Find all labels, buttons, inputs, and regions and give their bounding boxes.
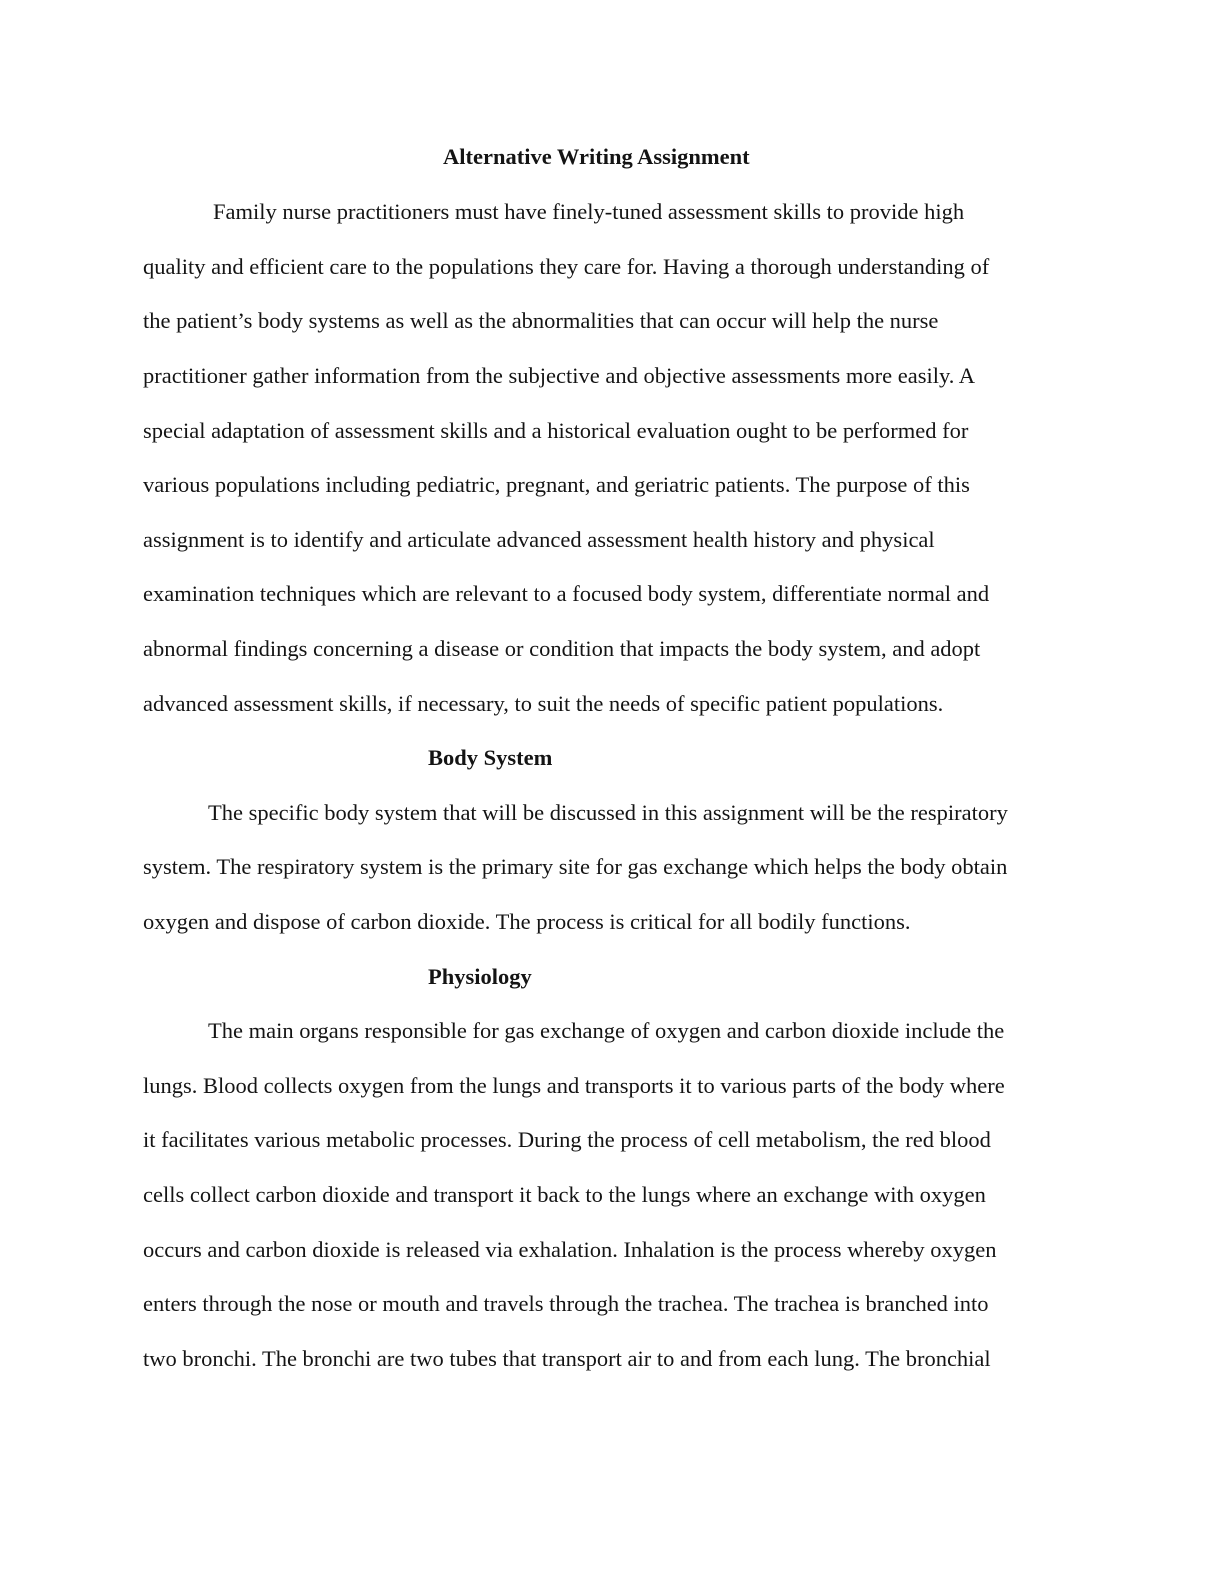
paragraph-line: two bronchi. The bronchi are two tubes that transport air to and from each lung. The bronchial	[143, 1346, 991, 1371]
document-title: Alternative Writing Assignment	[443, 144, 750, 169]
paragraph-line: cells collect carbon dioxide and transport it back to the lungs where an exchange with oxygen	[143, 1182, 986, 1207]
paragraph-line: occurs and carbon dioxide is released via exhalation. Inhalation is the process whereby oxygen	[143, 1237, 997, 1262]
paragraph-line: The specific body system that will be discussed in this assignment will be the respiratory	[208, 800, 1008, 825]
paragraph-line: oxygen and dispose of carbon dioxide. The process is critical for all bodily functions.	[143, 909, 911, 934]
section-heading-body-system: Body System	[428, 745, 553, 770]
paragraph-line: assignment is to identify and articulate advanced assessment health history and physical	[143, 527, 935, 552]
paragraph-line: advanced assessment skills, if necessary, to suit the needs of specific patient populations.	[143, 691, 944, 716]
paragraph-line: examination techniques which are relevant to a focused body system, differentiate normal and	[143, 581, 990, 606]
paragraph-line: the patient’s body systems as well as the abnormalities that can occur will help the nurse	[143, 308, 939, 333]
paragraph-line: Family nurse practitioners must have finely-tuned assessment skills to provide high	[213, 199, 965, 224]
paragraph-line: system. The respiratory system is the primary site for gas exchange which helps the body obtain	[143, 854, 1008, 879]
paragraph-line: practitioner gather information from the subjective and objective assessments more easily. A	[143, 363, 976, 388]
section-heading-physiology: Physiology	[428, 964, 532, 989]
paragraph-line: it facilitates various metabolic processes. During the process of cell metabolism, the red blood	[143, 1127, 991, 1152]
paragraph-line: The main organs responsible for gas exchange of oxygen and carbon dioxide include the	[208, 1018, 1005, 1043]
paragraph-line: quality and efficient care to the populations they care for. Having a thorough understanding of	[143, 254, 990, 279]
paragraph-line: special adaptation of assessment skills and a historical evaluation ought to be performed for	[143, 418, 969, 443]
paragraph-line: abnormal findings concerning a disease or condition that impacts the body system, and adopt	[143, 636, 981, 661]
paragraph-line: various populations including pediatric, pregnant, and geriatric patients. The purpose of this	[143, 472, 970, 497]
paragraph-line: enters through the nose or mouth and travels through the trachea. The trachea is branched into	[143, 1291, 989, 1316]
paragraph-line: lungs. Blood collects oxygen from the lungs and transports it to various parts of the body where	[143, 1073, 1005, 1098]
